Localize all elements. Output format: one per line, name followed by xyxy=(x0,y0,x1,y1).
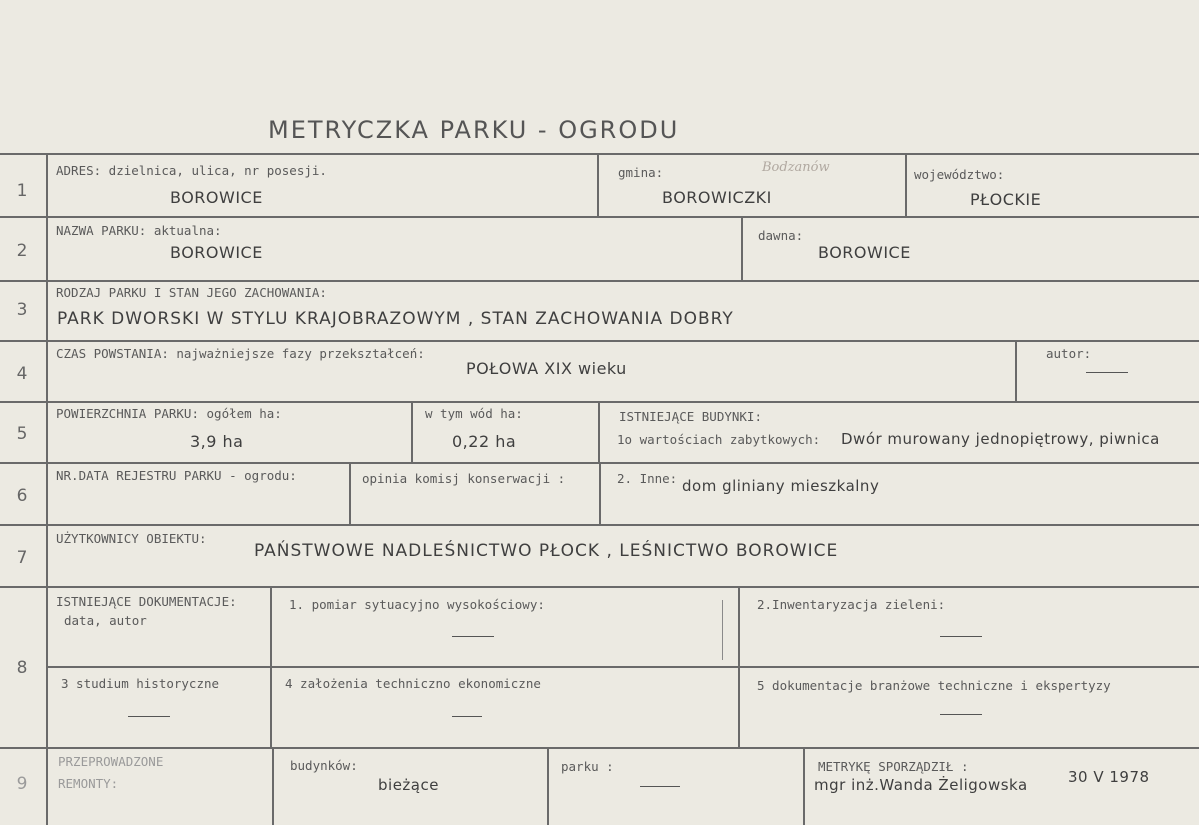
park-name-value: BOROWICE xyxy=(170,243,263,262)
users-value: PAŃSTWOWE NADLEŚNICTWO PŁOCK , LEŚNICTWO BOROWICE xyxy=(254,541,839,561)
prepared-by-label: METRYKĘ SPORZĄDZIŁ : xyxy=(818,759,969,774)
rule-top xyxy=(0,153,1199,155)
repairs-park-label: parku : xyxy=(561,759,614,774)
creation-time-label: CZAS POWSTANIA: najważniejsze fazy przekształceń: xyxy=(56,346,425,361)
row-number-6: 6 xyxy=(16,486,28,506)
documentation-sublabel: data, autor xyxy=(64,613,147,628)
prepared-by-value: mgr inż.Wanda Żeligowska xyxy=(814,776,1028,794)
voivodeship-value: PŁOCKIE xyxy=(970,190,1042,209)
former-name-value: BOROWICE xyxy=(818,243,911,262)
creation-time-value: POŁOWA XIX wieku xyxy=(466,359,627,378)
rule-2 xyxy=(0,280,1199,282)
voivodeship-label: województwo: xyxy=(914,167,1005,182)
area-label: POWIERZCHNIA PARKU: ogółem ha: xyxy=(56,406,282,421)
historic-study-label: 3 studium historyczne xyxy=(61,676,220,691)
water-area-value: 0,22 ha xyxy=(452,432,517,451)
gmina-handwritten-note: Bodzanów xyxy=(762,160,830,175)
other-buildings-label: 2. Inne: xyxy=(617,471,678,486)
park-type-label: RODZAJ PARKU I STAN JEGO ZACHOWANIA: xyxy=(56,285,327,300)
other-buildings-value: dom gliniany mieszkalny xyxy=(682,477,880,495)
author-empty-dash xyxy=(1086,372,1128,373)
branch-docs-label: 5 dokumentacje branżowe techniczne i ekspertyzy xyxy=(757,678,1111,693)
rule-7 xyxy=(0,586,1199,588)
techno-economic-empty-dash xyxy=(452,716,482,717)
rule-3 xyxy=(0,340,1199,342)
rule-8 xyxy=(0,747,1199,749)
monument-buildings-label: 1o wartościach zabytkowych: xyxy=(617,432,821,447)
register-label: NR.DATA REJESTRU PARKU - ogrodu: xyxy=(56,468,297,483)
record-date: 30 V 1978 xyxy=(1068,768,1150,786)
repairs-buildings-label: budynków: xyxy=(290,758,358,773)
branch-docs-empty-dash xyxy=(940,714,982,715)
greenery-empty-dash xyxy=(940,636,982,637)
author-label: autor: xyxy=(1046,346,1092,361)
address-value: BOROWICE xyxy=(170,188,263,207)
park-type-value: PARK DWORSKI W STYLU KRAJOBRAZOWYM , STAN ZACHOWANIA DOBRY xyxy=(57,309,734,329)
survey-label: 1. pomiar sytuacyjno wysokościowy: xyxy=(289,597,545,612)
repairs-label-line2: REMONTY: xyxy=(58,776,119,791)
area-value: 3,9 ha xyxy=(190,432,244,451)
rule-6 xyxy=(0,524,1199,526)
greenery-inventory-label: 2.Inwentaryzacja zieleni: xyxy=(757,597,946,612)
row-number-1: 1 xyxy=(16,181,28,201)
rule-left xyxy=(46,153,48,825)
former-name-label: dawna: xyxy=(758,228,804,243)
rule-1 xyxy=(46,216,1199,218)
existing-buildings-label: ISTNIEJĄCE BUDYNKI: xyxy=(619,409,762,424)
conservation-opinion-label: opinia komisj konserwacji : xyxy=(362,471,566,486)
row-number-8: 8 xyxy=(16,658,28,678)
documentation-label: ISTNIEJĄCE DOKUMENTACJE: xyxy=(56,594,237,609)
park-name-label: NAZWA PARKU: aktualna: xyxy=(56,223,222,238)
address-label: ADRES: dzielnica, ulica, nr posesji. xyxy=(56,163,327,178)
row-number-7: 7 xyxy=(16,548,28,568)
survey-empty-dash xyxy=(452,636,494,637)
gmina-value: BOROWICZKI xyxy=(662,188,772,207)
row-number-5: 5 xyxy=(16,424,28,444)
card-title: METRYCZKA PARKU - OGRODU xyxy=(268,116,680,144)
water-area-label: w tym wód ha: xyxy=(425,406,523,421)
row-number-3: 3 xyxy=(16,300,28,320)
monument-buildings-value: Dwór murowany jednopiętrowy, piwnica xyxy=(841,430,1160,448)
row-number-9: 9 xyxy=(16,774,28,794)
rule-8-mid xyxy=(46,666,1199,668)
historic-study-empty-dash xyxy=(128,716,170,717)
users-label: UŻYTKOWNICY OBIEKTU: xyxy=(56,531,207,546)
gmina-label: gmina: xyxy=(618,165,664,180)
repairs-park-empty-dash xyxy=(640,786,680,787)
repairs-buildings-value: bieżące xyxy=(378,776,439,794)
repairs-label: PRZEPROWADZONE xyxy=(58,754,164,769)
row-number-2: 2 xyxy=(16,241,28,261)
techno-economic-label: 4 założenia techniczno ekonomiczne xyxy=(285,676,541,691)
row-number-4: 4 xyxy=(16,364,28,384)
